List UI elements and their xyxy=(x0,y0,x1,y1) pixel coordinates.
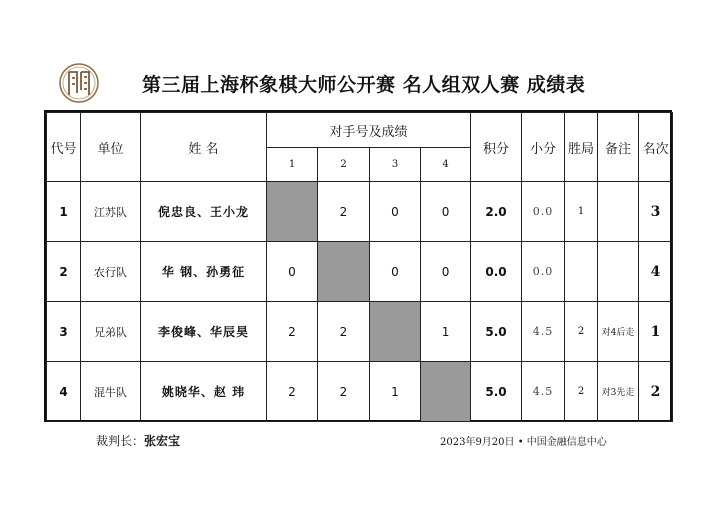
row-unit: 农行队 xyxy=(81,242,141,302)
row-wins xyxy=(565,242,598,302)
row-sub: 4.5 xyxy=(522,362,565,422)
header-wins: 胜局 xyxy=(565,113,598,182)
header-rank: 名次 xyxy=(639,113,673,182)
score-cell: 0 xyxy=(370,182,421,242)
row-note xyxy=(598,182,639,242)
date-organization: 2023年9月20日 • 中国金融信息中心 xyxy=(440,437,607,448)
row-name: 李俊峰、华辰昊 xyxy=(141,302,267,362)
row-code: 4 xyxy=(47,362,81,422)
score-cell: 0 xyxy=(421,182,471,242)
row-points: 2.0 xyxy=(471,182,522,242)
header-unit: 单位 xyxy=(81,113,141,182)
results-table xyxy=(46,112,673,422)
row-unit: 兄弟队 xyxy=(81,302,141,362)
row-code: 1 xyxy=(47,182,81,242)
row-sub: 0.0 xyxy=(522,182,565,242)
referee-line xyxy=(96,432,180,449)
table-row xyxy=(47,362,673,422)
header-opp-1: 1 xyxy=(267,148,318,182)
row-wins: 1 xyxy=(565,182,598,242)
score-cell-self xyxy=(318,242,370,302)
score-cell-self xyxy=(421,362,471,422)
row-rank: 1 xyxy=(639,302,673,362)
header-code: 代号 xyxy=(47,113,81,182)
score-cell: 2 xyxy=(318,182,370,242)
row-unit: 混牛队 xyxy=(81,362,141,422)
score-cell: 0 xyxy=(421,242,471,302)
row-unit: 江苏队 xyxy=(81,182,141,242)
row-points: 0.0 xyxy=(471,242,522,302)
row-note: 对3先走 xyxy=(598,362,639,422)
header-opp-2: 2 xyxy=(318,148,370,182)
score-cell-self xyxy=(267,182,318,242)
row-note: 对4后走 xyxy=(598,302,639,362)
row-sub: 0.0 xyxy=(522,242,565,302)
header-sub: 小分 xyxy=(522,113,565,182)
row-rank: 2 xyxy=(639,362,673,422)
row-name: 姚晓华、赵 玮 xyxy=(141,362,267,422)
row-points: 5.0 xyxy=(471,362,522,422)
row-rank: 3 xyxy=(639,182,673,242)
header-name: 姓 名 xyxy=(141,113,267,182)
score-cell: 2 xyxy=(267,302,318,362)
score-cell: 1 xyxy=(421,302,471,362)
event-logo-icon xyxy=(58,62,100,104)
score-cell: 1 xyxy=(370,362,421,422)
row-sub: 4.5 xyxy=(522,302,565,362)
score-cell: 2 xyxy=(267,362,318,422)
header-opponents: 对手号及成绩 xyxy=(267,113,471,148)
table-row xyxy=(47,242,673,302)
score-cell: 2 xyxy=(318,302,370,362)
score-cell: 0 xyxy=(370,242,421,302)
row-note xyxy=(598,242,639,302)
score-cell: 2 xyxy=(318,362,370,422)
header-note: 备注 xyxy=(598,113,639,182)
row-code: 3 xyxy=(47,302,81,362)
row-name: 华 钢、孙勇征 xyxy=(141,242,267,302)
header-points: 积分 xyxy=(471,113,522,182)
table-row xyxy=(47,182,673,242)
referee-name: 张宏宝 xyxy=(144,434,181,448)
row-name: 倪忠良、王小龙 xyxy=(141,182,267,242)
page-title: 第三届上海杯象棋大师公开赛 名人组双人赛 成绩表 xyxy=(142,74,586,96)
referee-label: 裁判长： xyxy=(96,434,145,448)
row-code: 2 xyxy=(47,242,81,302)
row-rank: 4 xyxy=(639,242,673,302)
header-opp-4: 4 xyxy=(421,148,471,182)
row-wins: 2 xyxy=(565,302,598,362)
header-opp-3: 3 xyxy=(370,148,421,182)
row-points: 5.0 xyxy=(471,302,522,362)
score-cell: 0 xyxy=(267,242,318,302)
score-cell-self xyxy=(370,302,421,362)
row-wins: 2 xyxy=(565,362,598,422)
table-row xyxy=(47,302,673,362)
